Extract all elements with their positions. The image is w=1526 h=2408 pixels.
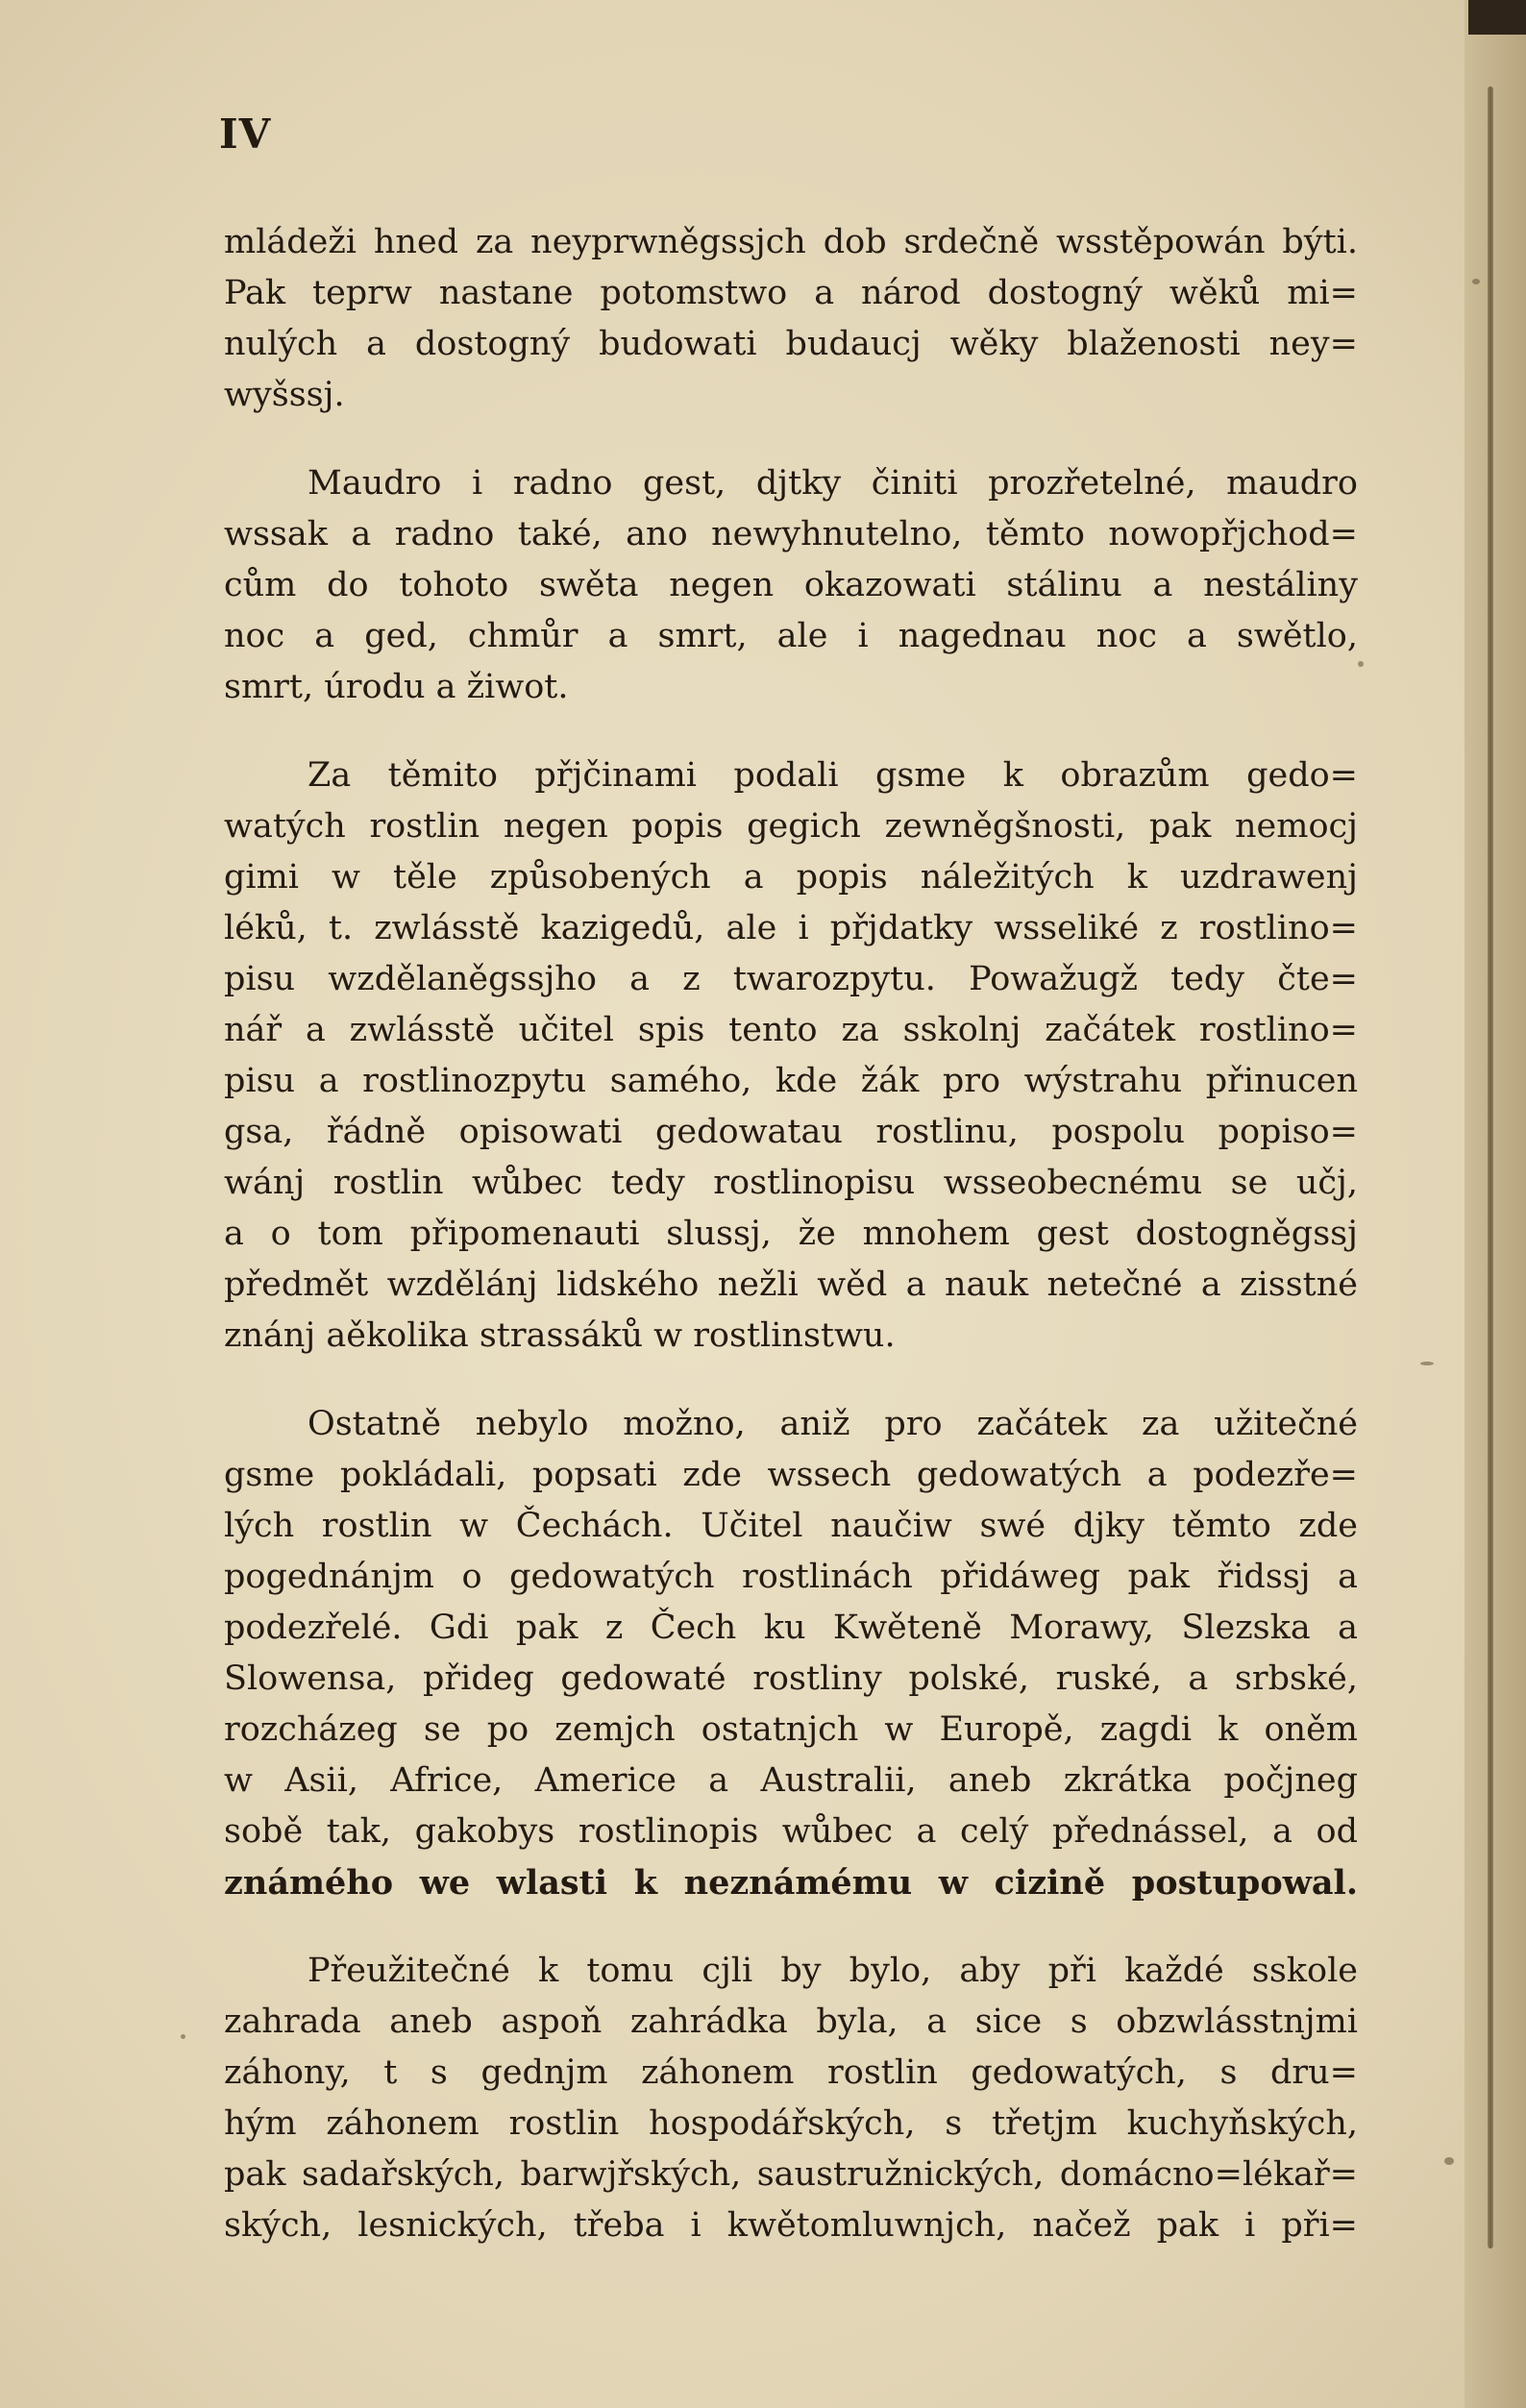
text-line: pogednánjm o gedowatých rostlinách přidáweg pak řidssj a (224, 1558, 1358, 1596)
text-line: gsme pokládali, popsati zde wssech gedowatých a podezře= (224, 1456, 1358, 1494)
paragraph-2 (224, 458, 1358, 713)
text-line: Ostatně nebylo možno, aniž pro začátek za užitečné (308, 1405, 1358, 1443)
text-line: pisu wzdělaněgssjho a z twarozpytu. Powažugž tedy čte= (224, 960, 1358, 998)
text-line: sobě tak, gakobys rostlinopis wůbec a celý přednássel, a od (224, 1812, 1358, 1851)
text-line: lých rostlin w Čechách. Učitel naučiw swé djky těmto zde (224, 1507, 1358, 1545)
text-line: wánj rostlin wůbec tedy rostlinopisu wsseobecnému se učj, (224, 1164, 1358, 1202)
text-line: watých rostlin negen popis gegich zewněgšnosti, pak nemocj (224, 807, 1358, 846)
page-edge (1464, 0, 1526, 2408)
text-line: záhony, t s gednjm záhonem rostlin gedowatých, s dru= (224, 2053, 1358, 2092)
paragraph-1 (224, 217, 1358, 421)
text-line: smrt, úrodu a žiwot. (224, 668, 569, 706)
text-line: nář a zwlásstě učitel spis tento za sskolnj začátek rostlino= (224, 1011, 1358, 1049)
text-line: Přeužitečné k tomu cjli by bylo, aby při každé sskole (308, 1952, 1358, 1990)
page-number: IV (219, 111, 272, 158)
text-line: zahrada aneb aspoň zahrádka byla, a sice s obzwlásstnjmi (224, 2003, 1358, 2041)
text-line: gsa, řádně opisowati gedowatau rostlinu, pospolu popiso= (224, 1113, 1358, 1151)
text-line: wssak a radno také, ano newyhnutelno, těmto nowopřjchod= (224, 515, 1358, 553)
text-line: noc a ged, chmůr a smrt, ale i nagednau noc a swětlo, (224, 617, 1358, 655)
paper-speck (1358, 661, 1364, 667)
text-line: gimi w těle způsobených a popis náležitých k uzdrawenj (224, 858, 1358, 897)
text-line: wyšssj. (224, 376, 345, 414)
text-line: předmět wzdělánj lidského nežli wěd a nauk netečné a zisstné (224, 1265, 1358, 1304)
text-line: w Asii, Africe, Americe a Australii, aneb zkrátka počjneg (224, 1761, 1358, 1800)
scan-corner-shadow (1468, 0, 1526, 35)
body-text (224, 217, 1358, 2251)
paper-speck (1444, 2157, 1454, 2165)
paragraph-4 (224, 1399, 1358, 1908)
text-line: nulých a dostogný budowati budaucj wěky blaženosti ney= (224, 325, 1358, 363)
text-line: léků, t. zwlásstě kazigedů, ale i přjdatky wsseliké z rostlino= (224, 909, 1358, 947)
text-line: Maudro i radno gest, djtky činiti prozřetelné, maudro (308, 464, 1358, 503)
text-line: podezřelé. Gdi pak z Čech ku Kwěteně Morawy, Slezska a (224, 1609, 1358, 1647)
text-line: Pak teprw nastane potomstwo a národ dostogný wěků mi= (224, 274, 1358, 312)
text-line: znánj aěkolika strassáků w rostlinstwu. (224, 1316, 896, 1355)
text-line: pisu a rostlinozpytu samého, kde žák pro wýstrahu přinucen (224, 1062, 1358, 1100)
text-line: ských, lesnických, třeba i kwětomluwnjch, načež pak i při= (224, 2206, 1358, 2245)
paper-speck (1420, 1362, 1434, 1365)
paragraph-5 (224, 1946, 1358, 2251)
text-line: pak sadařských, barwjřských, saustružnických, domácno=lékař= (224, 2155, 1358, 2194)
paragraph-3 (224, 750, 1358, 1362)
text-line: mládeži hned za neyprwněgssjch dob srdečně wsstěpowán býti. (224, 223, 1358, 261)
emphasized-text-line: známého we wlasti k neznámému w cizině postupowal. (224, 1863, 1358, 1903)
text-line: cům do tohoto swěta negen okazowati stálinu a nestáliny (224, 566, 1358, 604)
text-line: Za těmito přjčinami podali gsme k obrazům gedo= (308, 756, 1358, 795)
text-line: Slowensa, přideg gedowaté rostliny polské, ruské, a srbské, (224, 1659, 1358, 1698)
paper-speck (1472, 279, 1480, 284)
paper-speck (181, 2034, 185, 2039)
binding-edge-line (1488, 86, 1493, 2248)
text-line: a o tom připomenauti slussj, že mnohem gest dostogněgssj (224, 1215, 1358, 1253)
text-line: hým záhonem rostlin hospodářských, s třetjm kuchyňských, (224, 2104, 1358, 2143)
text-line: rozcházeg se po zemjch ostatnjch w Europě, zagdi k oněm (224, 1710, 1358, 1749)
